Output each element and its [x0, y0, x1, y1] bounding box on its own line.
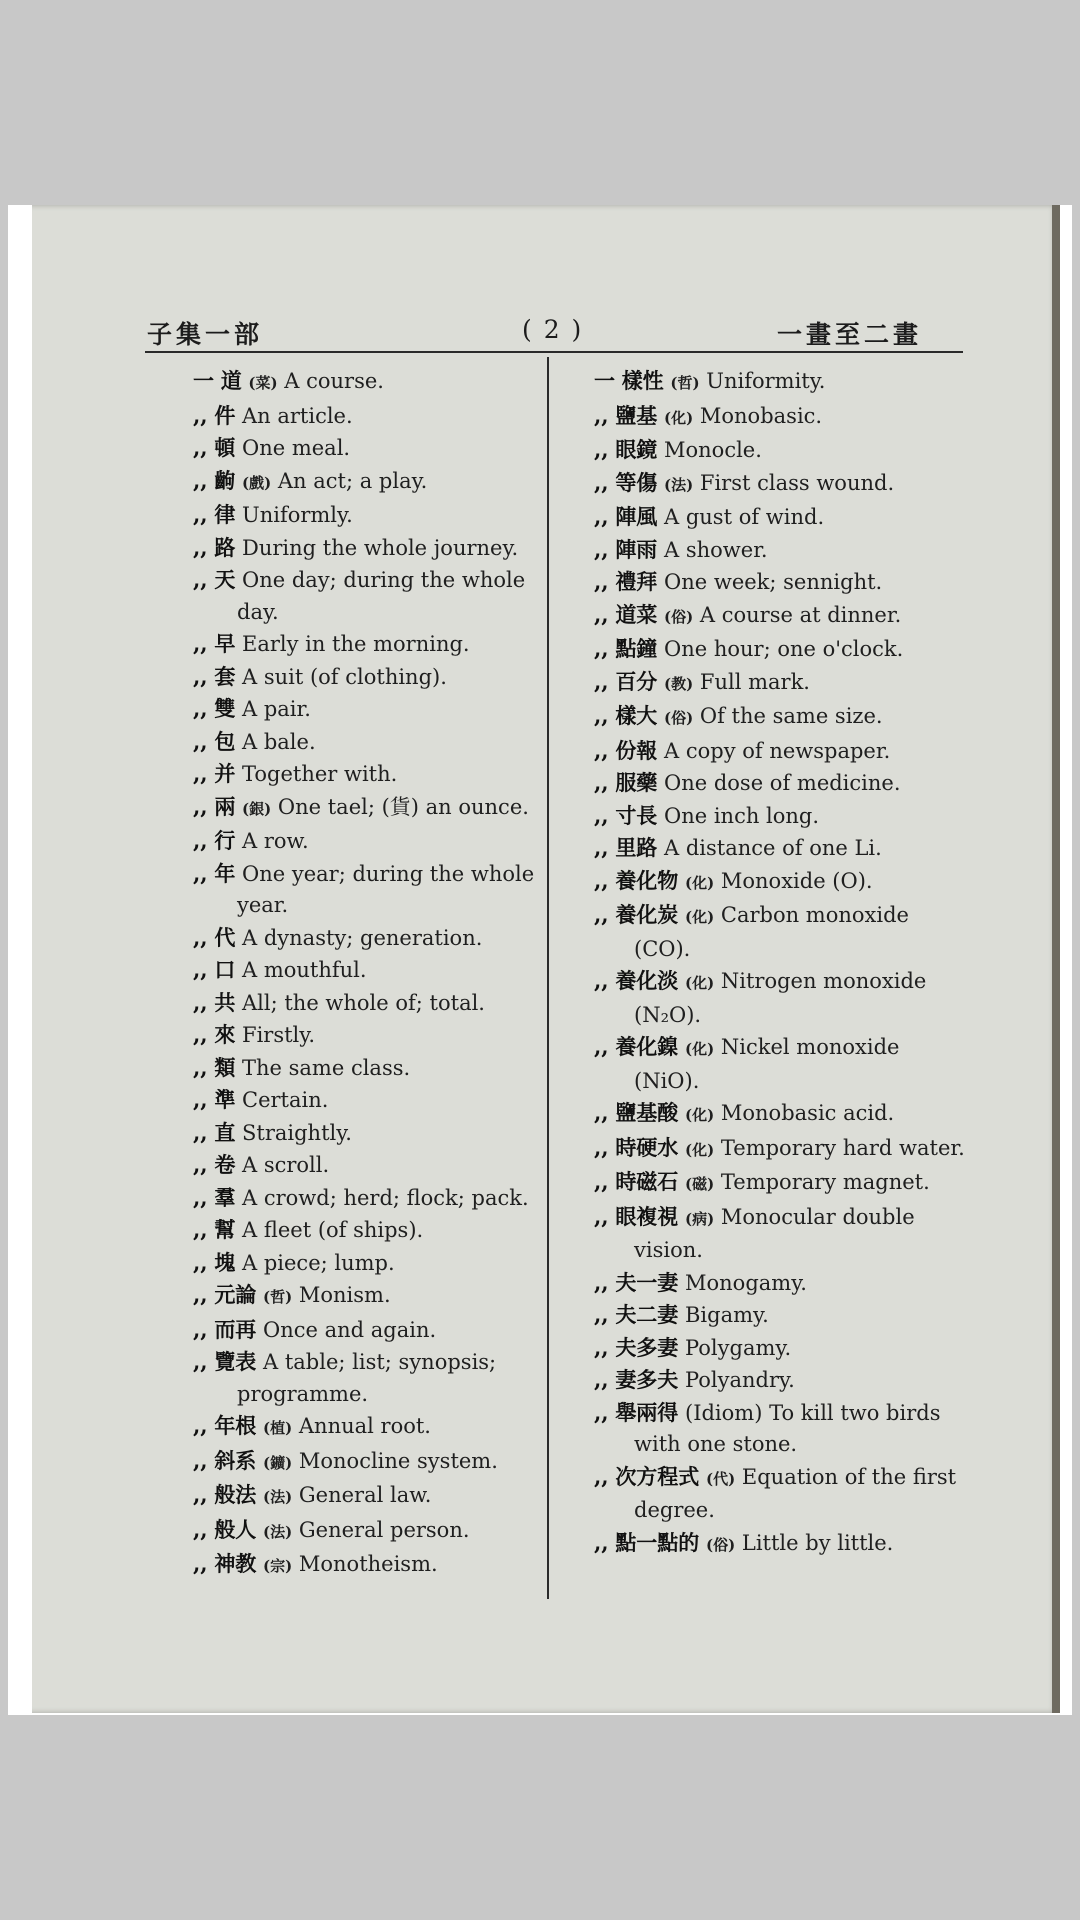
entry-headword: 般人: [214, 1516, 257, 1542]
entry-mark: ,,: [594, 1334, 609, 1360]
entry-definition: A table; list; synopsis; programme.: [237, 1350, 497, 1406]
entry-definition: A mouthful.: [242, 958, 367, 982]
entry-definition: First class wound.: [699, 470, 895, 495]
entry-mark: ,,: [193, 1551, 208, 1576]
dictionary-entry: [562, 965, 967, 1031]
dictionary-entry: [147, 1279, 539, 1314]
entry-headword: 樣大: [615, 703, 658, 728]
entry-mark: ,,: [594, 867, 609, 893]
dictionary-entry: [147, 1410, 539, 1445]
entry-definition: A pair.: [242, 697, 311, 721]
running-header-left: 子集一部: [147, 320, 264, 349]
entry-definition: Monotheism.: [298, 1552, 438, 1576]
entry-definition: Temporary magnet.: [720, 1170, 930, 1194]
entry-definition: A fleet (of ships).: [242, 1218, 424, 1242]
entry-category-tag: (菜): [248, 374, 278, 392]
entry-category-tag: (化): [685, 1140, 715, 1159]
entry-headword: 點一點的: [615, 1529, 700, 1555]
entry-definition: An act; a play.: [277, 468, 428, 493]
entry-mark: ,,: [193, 828, 208, 853]
dictionary-entry: [562, 700, 967, 735]
entry-headword: 夫一妻: [615, 1269, 679, 1295]
entry-definition: The same class.: [242, 1055, 411, 1080]
entry-headword: 時硬水: [615, 1134, 679, 1160]
dictionary-entry: [147, 1117, 539, 1150]
entry-headword: 類: [214, 1054, 236, 1080]
entry-headword: 養化鎳: [615, 1034, 679, 1059]
entry-mark: ,,: [594, 1034, 609, 1059]
entry-headword: 份報: [615, 737, 658, 763]
book-page: [32, 205, 1060, 1713]
dictionary-entry: [147, 1445, 539, 1480]
entry-headword: 點鐘: [615, 636, 658, 661]
dictionary-entry: [562, 666, 967, 701]
dictionary-entry: [562, 1332, 967, 1365]
dictionary-entry: [147, 465, 539, 500]
entry-mark: ,,: [193, 467, 208, 493]
entry-mark: ,,: [594, 437, 609, 462]
entry-mark: ,,: [594, 1169, 609, 1194]
entry-definition: A scroll.: [242, 1153, 330, 1177]
entry-mark: 一: [193, 368, 214, 393]
entry-definition: A gust of wind.: [664, 505, 825, 529]
entry-headword: 代: [214, 924, 236, 950]
entry-headword: 口: [214, 957, 236, 982]
dictionary-entry: [562, 1461, 967, 1527]
entry-category-tag: (俗): [706, 1535, 736, 1554]
entry-definition: A suit (of clothing).: [242, 664, 447, 689]
entry-headword: 眼鏡: [615, 437, 658, 462]
entry-mark: ,,: [193, 1119, 208, 1145]
entry-headword: 幫: [214, 1217, 236, 1242]
entry-mark: ,,: [193, 1316, 208, 1342]
entry-headword: 時磁石: [615, 1169, 679, 1194]
entry-mark: 一: [594, 368, 615, 393]
entry-mark: ,,: [594, 1399, 609, 1425]
entry-mark: ,,: [594, 902, 609, 927]
entry-headword: 早: [214, 631, 236, 656]
entry-mark: ,,: [594, 835, 609, 860]
dictionary-entry: [562, 534, 967, 567]
dictionary-entry: [147, 1182, 539, 1215]
dictionary-entry: [562, 1397, 967, 1461]
entry-headword: 來: [214, 1022, 236, 1047]
entry-definition: Carbon monoxide (CO).: [634, 903, 909, 961]
entry-headword: 鹽基酸: [615, 1100, 679, 1125]
entry-definition: All; the whole of; total.: [242, 990, 485, 1015]
entry-headword: 卷: [214, 1152, 236, 1177]
dictionary-entry: [147, 922, 539, 955]
entry-definition: A copy of newspaper.: [664, 738, 891, 763]
entry-headword: 共: [214, 989, 236, 1015]
entry-mark: ,,: [594, 504, 609, 529]
dictionary-entry: [562, 899, 967, 965]
entry-mark: ,,: [594, 601, 609, 627]
entry-mark: ,,: [594, 703, 609, 728]
entry-mark: ,,: [193, 1447, 208, 1473]
entry-mark: ,,: [193, 1152, 208, 1177]
entry-headword: 雙: [214, 696, 236, 721]
entry-category-tag: (化): [664, 408, 694, 427]
entry-definition: Monobasic acid.: [720, 1101, 895, 1125]
entry-category-tag: (磁): [685, 1175, 715, 1193]
entry-headword: 眼複視: [615, 1203, 679, 1229]
entry-mark: ,,: [193, 761, 208, 786]
entry-category-tag: (哲): [670, 374, 700, 392]
dictionary-entry: [562, 800, 967, 833]
entry-category-tag: (植): [263, 1419, 293, 1437]
entry-definition: Early in the morning.: [242, 632, 470, 656]
dictionary-entry: [562, 1031, 967, 1097]
entry-mark: ,,: [193, 1349, 208, 1374]
entry-mark: ,,: [594, 402, 609, 428]
entry-headword: 套: [214, 663, 236, 689]
entry-mark: ,,: [594, 569, 609, 594]
entry-definition: One meal.: [242, 436, 351, 460]
entry-definition: A course.: [284, 369, 384, 393]
dictionary-entry: [562, 735, 967, 768]
entry-definition: Annual root.: [298, 1414, 431, 1438]
dictionary-entry: [147, 1214, 539, 1247]
entry-headword: 寸長: [615, 802, 658, 828]
entry-definition: General person.: [298, 1517, 470, 1542]
entry-definition: A course at dinner.: [699, 602, 902, 627]
entry-mark: ,,: [193, 860, 208, 886]
entry-mark: ,,: [193, 989, 208, 1015]
entry-category-tag: (化): [685, 908, 715, 926]
entry-mark: ,,: [193, 1249, 208, 1275]
entry-headword: 樣性: [621, 368, 664, 393]
dictionary-entry: [562, 633, 967, 666]
entry-mark: ,,: [193, 1282, 208, 1307]
entry-definition: Full mark.: [699, 669, 810, 694]
entry-category-tag: (化): [685, 1106, 715, 1124]
entry-headword: 禮拜: [615, 569, 658, 594]
dictionary-entry: [562, 832, 967, 865]
entry-mark: ,,: [594, 802, 609, 828]
dictionary-entry: [147, 1247, 539, 1280]
entry-headword: 神教: [214, 1551, 257, 1576]
dictionary-entry: [562, 1097, 967, 1132]
entry-headword: 年根: [214, 1413, 257, 1438]
dictionary-entry: [147, 1346, 539, 1410]
entry-category-tag: (法): [664, 475, 694, 494]
entry-mark: ,,: [594, 968, 609, 993]
dictionary-entry: [147, 432, 539, 465]
entry-mark: ,,: [193, 1217, 208, 1242]
dictionary-entry: [147, 499, 539, 532]
dictionary-entry: [147, 628, 539, 661]
dictionary-entry: [562, 599, 967, 634]
entry-definition: Monocle.: [664, 438, 762, 462]
entry-mark: ,,: [594, 1134, 609, 1160]
dictionary-entry: [147, 1052, 539, 1085]
entry-headword: 夫多妻: [615, 1334, 679, 1360]
entry-definition: A row.: [242, 829, 309, 853]
dictionary-entry: [147, 791, 539, 826]
entry-headword: 養化淡: [615, 968, 679, 993]
entry-headword: 頓: [214, 435, 236, 460]
entry-definition: Firstly.: [242, 1023, 316, 1047]
entry-mark: ,,: [193, 663, 208, 689]
entry-headword: 而再: [214, 1316, 257, 1342]
entry-definition: Of the same size.: [699, 704, 883, 728]
entry-mark: ,,: [594, 636, 609, 661]
entry-headword: 羣: [214, 1184, 236, 1210]
entry-mark: ,,: [594, 1302, 609, 1327]
entry-definition: One week; sennight.: [664, 570, 883, 594]
entry-definition: Monogamy.: [685, 1270, 807, 1295]
dictionary-entry: [147, 564, 539, 628]
entry-headword: 陣風: [615, 504, 658, 529]
dictionary-entry: [147, 1149, 539, 1182]
entry-category-tag: (俗): [664, 709, 694, 727]
entry-mark: ,,: [594, 668, 609, 694]
entry-definition: General law.: [298, 1483, 432, 1507]
dictionary-entry: [147, 1314, 539, 1347]
entry-definition: One inch long.: [664, 803, 820, 828]
entry-headword: 覽表: [214, 1349, 257, 1374]
dictionary-entry: [562, 501, 967, 534]
entry-category-tag: (病): [685, 1209, 715, 1228]
dictionary-entry: [147, 365, 539, 400]
entry-definition: One dose of medicine.: [664, 771, 901, 795]
dictionary-entry: [147, 1479, 539, 1514]
entry-definition: Polygamy.: [685, 1335, 792, 1360]
entry-definition: A dynasty; generation.: [242, 925, 483, 950]
entry-mark: ,,: [193, 696, 208, 721]
entry-mark: ,,: [193, 567, 208, 592]
entry-category-tag: (代): [706, 1469, 736, 1488]
entry-headword: 準: [214, 1087, 236, 1112]
column-divider: [547, 357, 549, 1599]
entry-mark: ,,: [594, 469, 609, 495]
entry-definition: One hour; one o'clock.: [664, 637, 904, 661]
entry-headword: 次方程式: [615, 1463, 700, 1489]
entry-mark: ,,: [193, 1087, 208, 1112]
dictionary-entry: [562, 865, 967, 900]
dictionary-entry: [562, 400, 967, 435]
dictionary-entry: [562, 566, 967, 599]
entry-headword: 般法: [214, 1482, 257, 1507]
entry-category-tag: (哲): [263, 1288, 293, 1306]
entry-headword: 律: [214, 502, 236, 527]
entry-category-tag: (教): [664, 674, 694, 693]
entry-mark: ,,: [193, 1482, 208, 1507]
entry-headword: 斜系: [214, 1447, 257, 1473]
entry-headword: 行: [214, 828, 236, 853]
entry-definition: One tael; (貨) an ounce.: [277, 794, 529, 819]
entry-definition: Nitrogen monoxide (N₂O).: [634, 969, 927, 1027]
entry-category-tag: (銀): [242, 799, 272, 818]
dictionary-entry: [562, 767, 967, 800]
entry-mark: ,,: [594, 737, 609, 763]
entry-headword: 齣: [214, 467, 236, 493]
entry-definition: Once and again.: [263, 1317, 437, 1342]
dictionary-entry: [147, 1514, 539, 1549]
entry-mark: ,,: [193, 1054, 208, 1080]
header-rule: [145, 351, 963, 353]
entry-definition: Bigamy.: [685, 1303, 769, 1327]
entry-definition: A piece; lump.: [242, 1250, 395, 1275]
entry-definition: A shower.: [664, 537, 768, 562]
entry-definition: Monobasic.: [699, 403, 823, 428]
entry-headword: 妻多夫: [615, 1367, 679, 1392]
dictionary-entry: [147, 661, 539, 694]
entry-category-tag: (化): [685, 873, 715, 892]
entry-headword: 服藥: [615, 770, 658, 795]
dictionary-entry: [147, 532, 539, 565]
dictionary-entry: [562, 1527, 967, 1562]
entry-mark: ,,: [594, 1100, 609, 1125]
entry-headword: 舉兩得: [615, 1399, 679, 1425]
dictionary-entry: [147, 758, 539, 791]
entry-headword: 元論: [214, 1282, 257, 1307]
entry-category-tag: (化): [685, 1040, 715, 1058]
entry-category-tag: (戲): [242, 473, 272, 492]
entry-definition: One day; during the whole day.: [237, 568, 526, 624]
entry-headword: 養化炭: [615, 902, 679, 927]
entry-headword: 陣雨: [615, 536, 658, 562]
dictionary-entry: [562, 1299, 967, 1332]
entry-category-tag: (法): [263, 1488, 293, 1506]
page-sheet: [8, 205, 1072, 1715]
entry-headword: 直: [214, 1119, 236, 1145]
entry-mark: ,,: [193, 1516, 208, 1542]
entry-mark: ,,: [193, 435, 208, 460]
left-column: [147, 365, 539, 1583]
entry-definition: Monocline system.: [298, 1448, 498, 1473]
entry-headword: 天: [214, 567, 236, 592]
entry-definition: Uniformly.: [242, 503, 353, 527]
entry-mark: ,,: [193, 502, 208, 527]
entry-headword: 里路: [615, 835, 658, 860]
dictionary-entry: [562, 1201, 967, 1267]
entry-definition: Polyandry.: [685, 1368, 795, 1392]
dictionary-entry: [147, 726, 539, 759]
dictionary-entry: [562, 1166, 967, 1201]
entry-definition: A bale.: [242, 729, 316, 754]
entry-headword: 鹽基: [615, 402, 658, 428]
entry-definition: Together with.: [242, 762, 398, 786]
entry-definition: Uniformity.: [706, 369, 826, 393]
entry-category-tag: (鑛): [263, 1453, 293, 1472]
running-header-right: 一畫至二畫: [777, 320, 923, 349]
dictionary-entry: [147, 693, 539, 726]
dictionary-entry: [147, 825, 539, 858]
entry-definition: A crowd; herd; flock; pack.: [242, 1185, 529, 1210]
entry-headword: 養化物: [615, 867, 679, 893]
entry-definition: Temporary hard water.: [720, 1135, 965, 1160]
entry-headword: 件: [214, 402, 236, 428]
entry-category-tag: (俗): [664, 607, 694, 626]
dictionary-entry: [562, 1364, 967, 1397]
entry-definition: Equation of the first degree.: [634, 1464, 957, 1522]
dictionary-entry: [562, 1132, 967, 1167]
dictionary-entry: [147, 858, 539, 922]
entry-headword: 道菜: [615, 601, 658, 627]
page-number: ( 2 ): [522, 315, 584, 344]
entry-definition: One year; during the whole year.: [237, 861, 535, 917]
entry-definition: Straightly.: [242, 1120, 352, 1145]
entry-definition: Little by little.: [741, 1530, 894, 1555]
dictionary-entry: [147, 1019, 539, 1052]
entry-definition: (Idiom) To kill two birds with one stone.: [634, 1400, 941, 1456]
dictionary-entry: [562, 365, 967, 400]
entry-headword: 并: [214, 761, 236, 786]
entry-mark: ,,: [594, 1367, 609, 1392]
dictionary-entry: [147, 400, 539, 433]
entry-headword: 百分: [615, 668, 658, 694]
dictionary-entry: [147, 1084, 539, 1117]
entry-mark: ,,: [193, 402, 208, 428]
dictionary-entry: [147, 1548, 539, 1583]
entry-definition: Monoxide (O).: [720, 868, 873, 893]
entry-category-tag: (法): [263, 1522, 293, 1541]
entry-headword: 塊: [214, 1249, 236, 1275]
entry-definition: Nickel monoxide (NiO).: [634, 1035, 900, 1093]
dictionary-entry: [562, 434, 967, 467]
entry-headword: 包: [214, 728, 236, 754]
entry-mark: ,,: [193, 924, 208, 950]
entry-mark: ,,: [594, 770, 609, 795]
entry-mark: ,,: [193, 957, 208, 982]
entry-headword: 路: [214, 534, 236, 560]
entry-headword: 兩: [214, 793, 236, 819]
entry-definition: Monocular double vision.: [634, 1204, 915, 1262]
entry-definition: A distance of one Li.: [664, 836, 882, 860]
entry-headword: 年: [214, 860, 236, 886]
dictionary-entry: [562, 1267, 967, 1300]
entry-mark: ,,: [193, 793, 208, 819]
entry-mark: ,,: [193, 1022, 208, 1047]
entry-category-tag: (化): [685, 974, 715, 992]
entry-mark: ,,: [594, 1463, 609, 1489]
entry-mark: ,,: [193, 1184, 208, 1210]
entry-headword: 夫二妻: [615, 1302, 679, 1327]
right-column: [562, 365, 967, 1561]
dictionary-entry: [147, 987, 539, 1020]
entry-definition: During the whole journey.: [242, 535, 519, 560]
entry-mark: ,,: [193, 728, 208, 754]
entry-category-tag: (宗): [263, 1557, 293, 1575]
entry-headword: 道: [220, 368, 242, 393]
entry-mark: ,,: [193, 534, 208, 560]
entry-definition: An article.: [242, 403, 353, 428]
dictionary-entry: [562, 467, 967, 502]
entry-mark: ,,: [193, 631, 208, 656]
dictionary-entry: [147, 954, 539, 987]
entry-mark: ,,: [594, 1203, 609, 1229]
entry-definition: Certain.: [242, 1088, 329, 1112]
entry-mark: ,,: [594, 536, 609, 562]
entry-mark: ,,: [193, 1413, 208, 1438]
entry-mark: ,,: [594, 1269, 609, 1295]
book-spine-shadow: [1052, 205, 1060, 1713]
entry-mark: ,,: [594, 1529, 609, 1555]
entry-headword: 等傷: [615, 469, 658, 495]
entry-definition: Monism.: [298, 1283, 391, 1307]
